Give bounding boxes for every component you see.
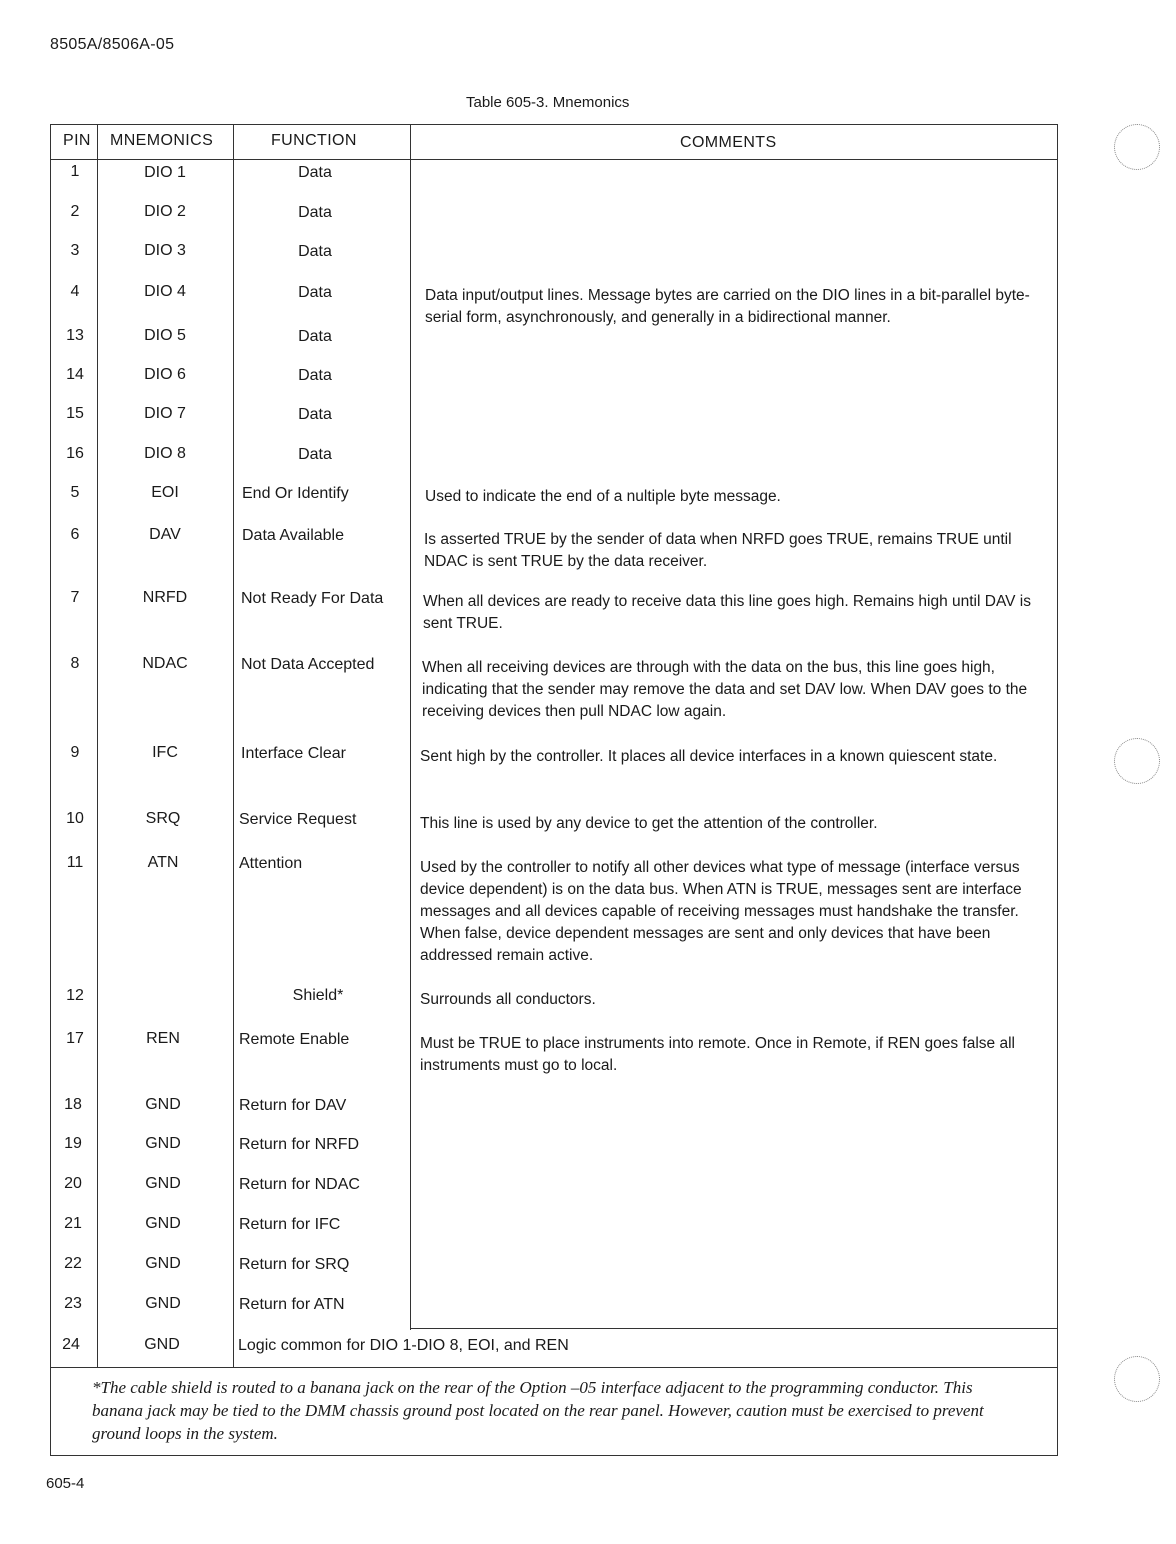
cell-function: Data — [298, 164, 332, 181]
cell-pin: 15 — [66, 405, 84, 422]
col-divider-mnemonic — [233, 124, 234, 1368]
cell-pin: 8 — [70, 655, 80, 672]
cell-pin: 19 — [64, 1135, 82, 1152]
cell-comment: Must be TRUE to place instruments into remote. Once in Remote, if REN goes false all instruments must go to local. — [420, 1035, 1015, 1074]
cell-mnemonic: NRFD — [142, 589, 188, 606]
cell-mnemonic: GND — [145, 1295, 181, 1312]
cell-pin: 20 — [64, 1175, 82, 1192]
cell-mnemonic: GND — [144, 1336, 180, 1353]
cell-pin: 6 — [70, 526, 80, 543]
cell-pin: 3 — [70, 242, 80, 259]
cell-comment: This line is used by any device to get the attention of the controller. — [420, 815, 878, 832]
cell-function: Return for IFC — [239, 1216, 341, 1233]
cell-mnemonic: EOI — [151, 484, 179, 501]
cell-function: Return for SRQ — [239, 1256, 350, 1273]
cell-pin: 14 — [66, 366, 84, 383]
cell-function: Return for ATN — [239, 1296, 345, 1313]
cell-function: Data — [298, 284, 332, 301]
footnote-divider — [50, 1367, 1058, 1368]
cell-function: Data Available — [242, 527, 344, 544]
cell-mnemonic: DIO 5 — [144, 327, 186, 344]
cell-pin: 23 — [64, 1295, 82, 1312]
table-footnote: *The cable shield is routed to a banana jack on the rear of the Option –05 interface adjacent to the programming conductor. This banana jack may be tied to the DMM chassis ground post located on the rear panel. However, caution must be exercised to prevent ground loops in the system. — [92, 1378, 984, 1443]
cell-mnemonic: NDAC — [142, 655, 188, 672]
cell-pin: 1 — [70, 163, 80, 180]
cell-function: Shield* — [292, 987, 344, 1004]
cell-pin: 9 — [70, 744, 80, 761]
cell-mnemonic: GND — [145, 1096, 181, 1113]
cell-mnemonic: DIO 4 — [144, 283, 186, 300]
cell-mnemonic: GND — [145, 1255, 181, 1272]
cell-pin: 4 — [70, 283, 80, 300]
cell-function: Service Request — [239, 811, 357, 828]
cell-mnemonic: DIO 8 — [144, 445, 186, 462]
cell-mnemonic: DIO 6 — [144, 366, 186, 383]
cell-mnemonic: SRQ — [145, 810, 181, 827]
cell-mnemonic: DAV — [149, 526, 181, 543]
col-divider-function — [410, 124, 411, 1330]
cell-mnemonic: ATN — [147, 854, 179, 871]
cell-mnemonic: DIO 2 — [144, 203, 186, 220]
cell-function: Logic common for DIO 1-DIO 8, EOI, and REN — [238, 1337, 569, 1354]
cell-function: Attention — [239, 855, 303, 872]
cell-comment: Surrounds all conductors. — [420, 991, 596, 1008]
cell-function: Data — [298, 243, 332, 260]
cell-mnemonic: DIO 3 — [144, 242, 186, 259]
column-header-comments: COMMENTS — [680, 134, 777, 151]
cell-comment: When all receiving devices are through with the data on the bus, this line goes high, indicating that the sender may remove the data and set DAV low. When DAV goes to the receiving devices then pull NDAC low again. — [422, 659, 1028, 720]
cell-function: End Or Identify — [242, 485, 349, 502]
cell-mnemonic: GND — [145, 1215, 181, 1232]
punch-hole-icon — [1114, 1356, 1160, 1402]
cell-mnemonic: DIO 7 — [144, 405, 186, 422]
cell-mnemonic: IFC — [152, 744, 178, 761]
cell-function: Data — [298, 406, 332, 423]
page-number: 605-4 — [46, 1475, 85, 1492]
cell-function: Data — [298, 446, 332, 463]
cell-function: Remote Enable — [239, 1031, 350, 1048]
cell-comment: Data input/output lines. Message bytes are carried on the DIO lines in a bit-parallel byte-serial form, asynchronously, and generally in a bidirectional manner. — [425, 287, 1030, 326]
cell-pin: 12 — [66, 987, 84, 1004]
cell-pin: 17 — [66, 1030, 84, 1047]
cell-function: Return for NDAC — [239, 1176, 360, 1193]
cell-pin: 2 — [70, 203, 80, 220]
cell-function: Not Data Accepted — [241, 656, 375, 673]
cell-function: Interface Clear — [241, 745, 346, 762]
cell-comment: Used to indicate the end of a nultiple byte message. — [425, 488, 781, 505]
comments-bottom-line — [410, 1328, 1058, 1329]
table-title: Table 605-3. Mnemonics — [466, 94, 630, 111]
column-header-function: FUNCTION — [271, 132, 357, 149]
column-header-mnemonics: MNEMONICS — [110, 132, 214, 149]
cell-comment: Used by the controller to notify all other devices what type of message (interface versus device dependent) is on the data bus. When ATN is TRUE, messages sent are interface messages and all devices capable of receiving messages must handshake the transfer. When false, device dependent messages are sent and only devices that have been addressed remain active. — [420, 859, 1022, 964]
cell-pin: 5 — [70, 484, 80, 501]
cell-pin: 21 — [64, 1215, 82, 1232]
cell-comment: Sent high by the controller. It places all device interfaces in a known quiescent state. — [420, 748, 998, 765]
cell-mnemonic: GND — [145, 1135, 181, 1152]
cell-function: Not Ready For Data — [241, 590, 384, 607]
cell-mnemonic: GND — [145, 1175, 181, 1192]
cell-pin: 16 — [66, 445, 84, 462]
document-code: 8505A/8506A-05 — [50, 36, 175, 53]
cell-mnemonic: REN — [146, 1030, 180, 1047]
cell-function: Return for DAV — [239, 1097, 347, 1114]
punch-hole-icon — [1114, 124, 1160, 170]
cell-function: Return for NRFD — [239, 1136, 360, 1153]
cell-pin: 11 — [66, 854, 84, 871]
cell-pin: 7 — [70, 589, 80, 606]
cell-function: Data — [298, 367, 332, 384]
cell-function: Data — [298, 204, 332, 221]
cell-pin: 24 — [62, 1336, 80, 1353]
column-header-pin: PIN — [63, 132, 91, 149]
header-divider — [50, 159, 1058, 160]
cell-comment: When all devices are ready to receive data this line goes high. Remains high until DAV is sent TRUE. — [423, 593, 1031, 632]
cell-function: Data — [298, 328, 332, 345]
cell-pin: 13 — [66, 327, 84, 344]
cell-comment: Is asserted TRUE by the sender of data when NRFD goes TRUE, remains TRUE until NDAC is sent TRUE by the data receiver. — [424, 531, 1012, 570]
cell-pin: 18 — [64, 1096, 82, 1113]
cell-pin: 22 — [64, 1255, 82, 1272]
punch-hole-icon — [1114, 738, 1160, 784]
cell-mnemonic: DIO 1 — [144, 164, 186, 181]
cell-pin: 10 — [66, 810, 84, 827]
